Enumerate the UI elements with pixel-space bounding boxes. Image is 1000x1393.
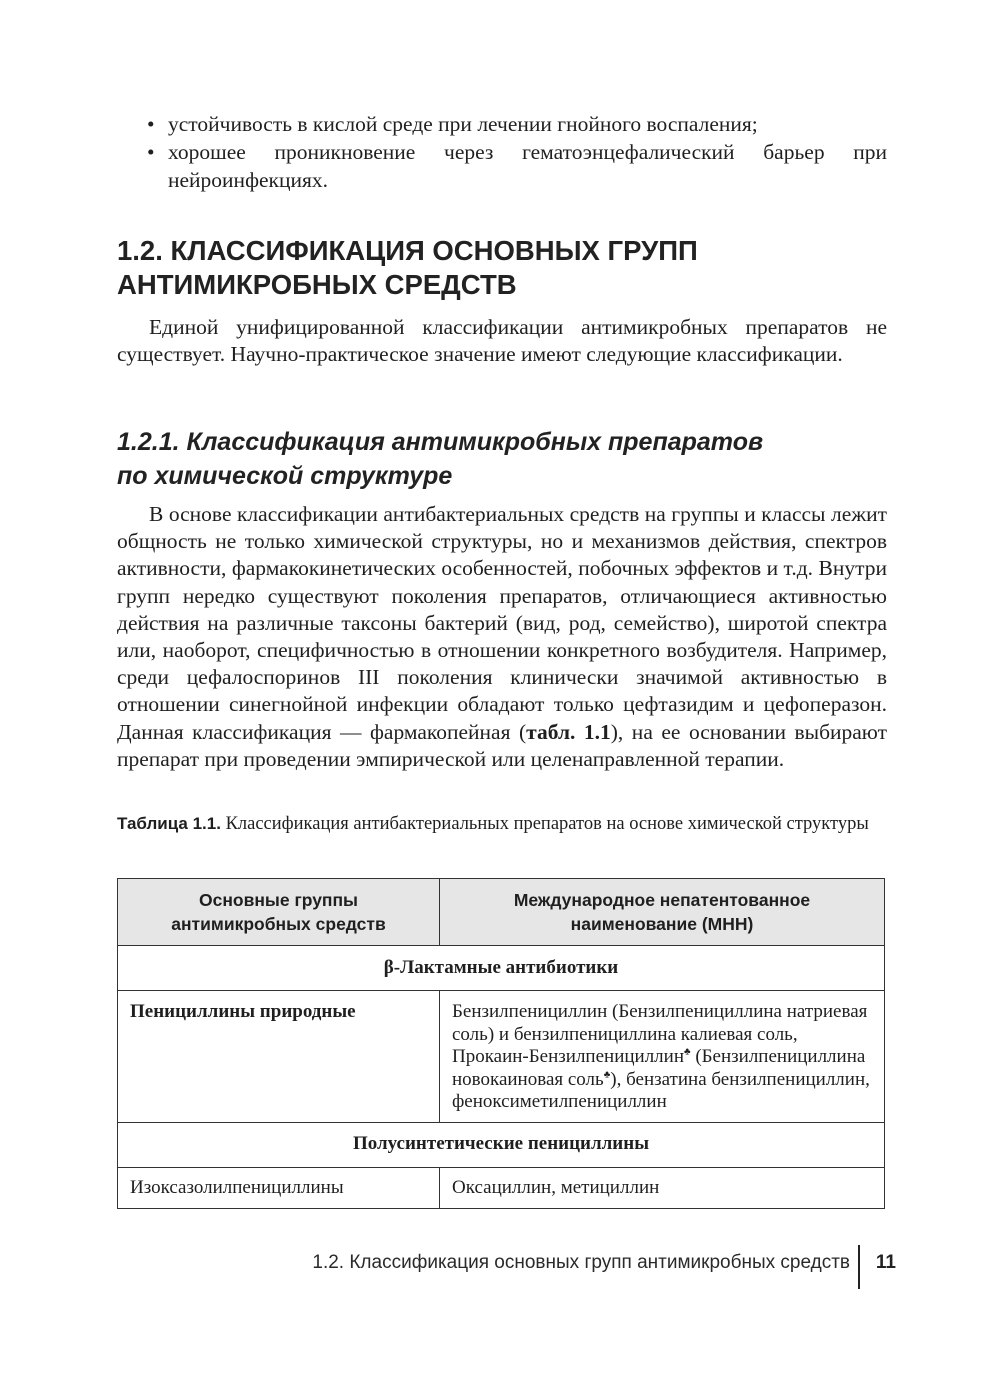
section-heading-line1: 1.2. КЛАССИФИКАЦИЯ ОСНОВНЫХ ГРУПП bbox=[117, 235, 698, 266]
club-mark-icon: ♣ bbox=[603, 1069, 611, 1081]
section-intro-paragraph: Единой унифицированной классификации антимикробных препаратов не существует. Научно-практическое значение имеют следующие классификации. bbox=[117, 315, 887, 367]
table-header-row bbox=[118, 879, 885, 946]
table-row bbox=[118, 1167, 885, 1209]
header-text: антимикробных средств bbox=[171, 914, 386, 934]
inn-cell: Оксациллин, метициллин bbox=[440, 1167, 885, 1209]
section-heading bbox=[117, 234, 887, 302]
table-group-row bbox=[118, 946, 885, 991]
table-caption bbox=[117, 812, 887, 836]
list-item-text: хорошее проникновение через гематоэнцефалический барьер при нейроинфекциях. bbox=[168, 140, 887, 192]
inn-text: ), бензатина бензилпенициллин, феноксиметилпенициллин bbox=[452, 1068, 870, 1112]
classification-table bbox=[117, 878, 885, 1209]
bullet-marker: • bbox=[147, 112, 155, 136]
table-caption-text: Классификация антибактериальных препаратов на основе химической структуры bbox=[225, 814, 869, 834]
inn-text: Бензилпенициллин (Бензилпенициллина натриевая соль) и бензилпенициллина калиевая соль, Прокаин-Бензилпенициллин bbox=[452, 1001, 868, 1067]
subsection-heading-line2: по химической структуре bbox=[117, 462, 453, 490]
table-group-row bbox=[118, 1122, 885, 1167]
inn-cell bbox=[440, 991, 885, 1123]
section-heading-line2: АНТИМИКРОБНЫХ СРЕДСТВ bbox=[117, 269, 517, 300]
header-text: Международное непатентованное bbox=[513, 890, 811, 910]
header-text: Основные группы bbox=[198, 890, 359, 910]
drug-group-cell: Изоксазолилпенициллины bbox=[118, 1167, 440, 1209]
inn-text: (Бензилпенициллина новокаиновая соль bbox=[452, 1046, 866, 1090]
header-text: наименование (МНН) bbox=[570, 914, 754, 934]
drug-group-cell: Пенициллины природные bbox=[118, 991, 440, 1123]
bullet-marker: • bbox=[147, 140, 155, 164]
group-heading-cell: Полусинтетические пенициллины bbox=[118, 1122, 885, 1167]
running-title: 1.2. Классификация основных групп антимикробных средств bbox=[312, 1252, 850, 1273]
page-footer bbox=[300, 1245, 896, 1289]
table-row bbox=[118, 991, 885, 1123]
footer-divider bbox=[858, 1245, 860, 1289]
subsection-heading bbox=[117, 425, 887, 493]
header-cell-groups bbox=[118, 879, 440, 946]
group-heading-cell: β-Лактамные антибиотики bbox=[118, 946, 885, 991]
list-item bbox=[145, 110, 887, 138]
table-caption-label: Таблица 1.1. bbox=[117, 814, 221, 833]
subsection-heading-line1: 1.2.1. Классификация антимикробных препаратов bbox=[117, 428, 764, 456]
page-number: 11 bbox=[875, 1252, 896, 1273]
club-mark-icon: ♣ bbox=[684, 1046, 691, 1058]
body-text-end: ), на ее основании выбирают препарат при проведении эмпирической или целенаправленной терапии. bbox=[117, 719, 887, 771]
table-reference: табл. 1.1 bbox=[526, 719, 611, 744]
header-cell-inn bbox=[440, 879, 885, 946]
body-text-start: В основе классификации антибактериальных средств на группы и классы лежит общность не только химической структуры, но и механизмов действия, спектров активности, фармакокинетических особенностей, побочных эффектов и т.д. Внутри групп нередко существуют поколения препаратов, отличающиеся активностью действия на различные таксоны бактерий (вид, род, семейство), широтой спектра или, наоборот, специфичностью в отношении конкретного возбудителя. Например, среди цефалоспоринов III поколения клинически значимой активностью в отношении синегнойной инфекции обладают только цефтазидим и цефоперазон. Данная классификация — фармакопейная ( bbox=[117, 502, 887, 744]
bullet-list bbox=[145, 110, 887, 194]
list-item bbox=[145, 138, 887, 194]
list-item-text: устойчивость в кислой среде при лечении гнойного воспаления; bbox=[168, 112, 758, 136]
subsection-body-paragraph bbox=[117, 501, 887, 773]
